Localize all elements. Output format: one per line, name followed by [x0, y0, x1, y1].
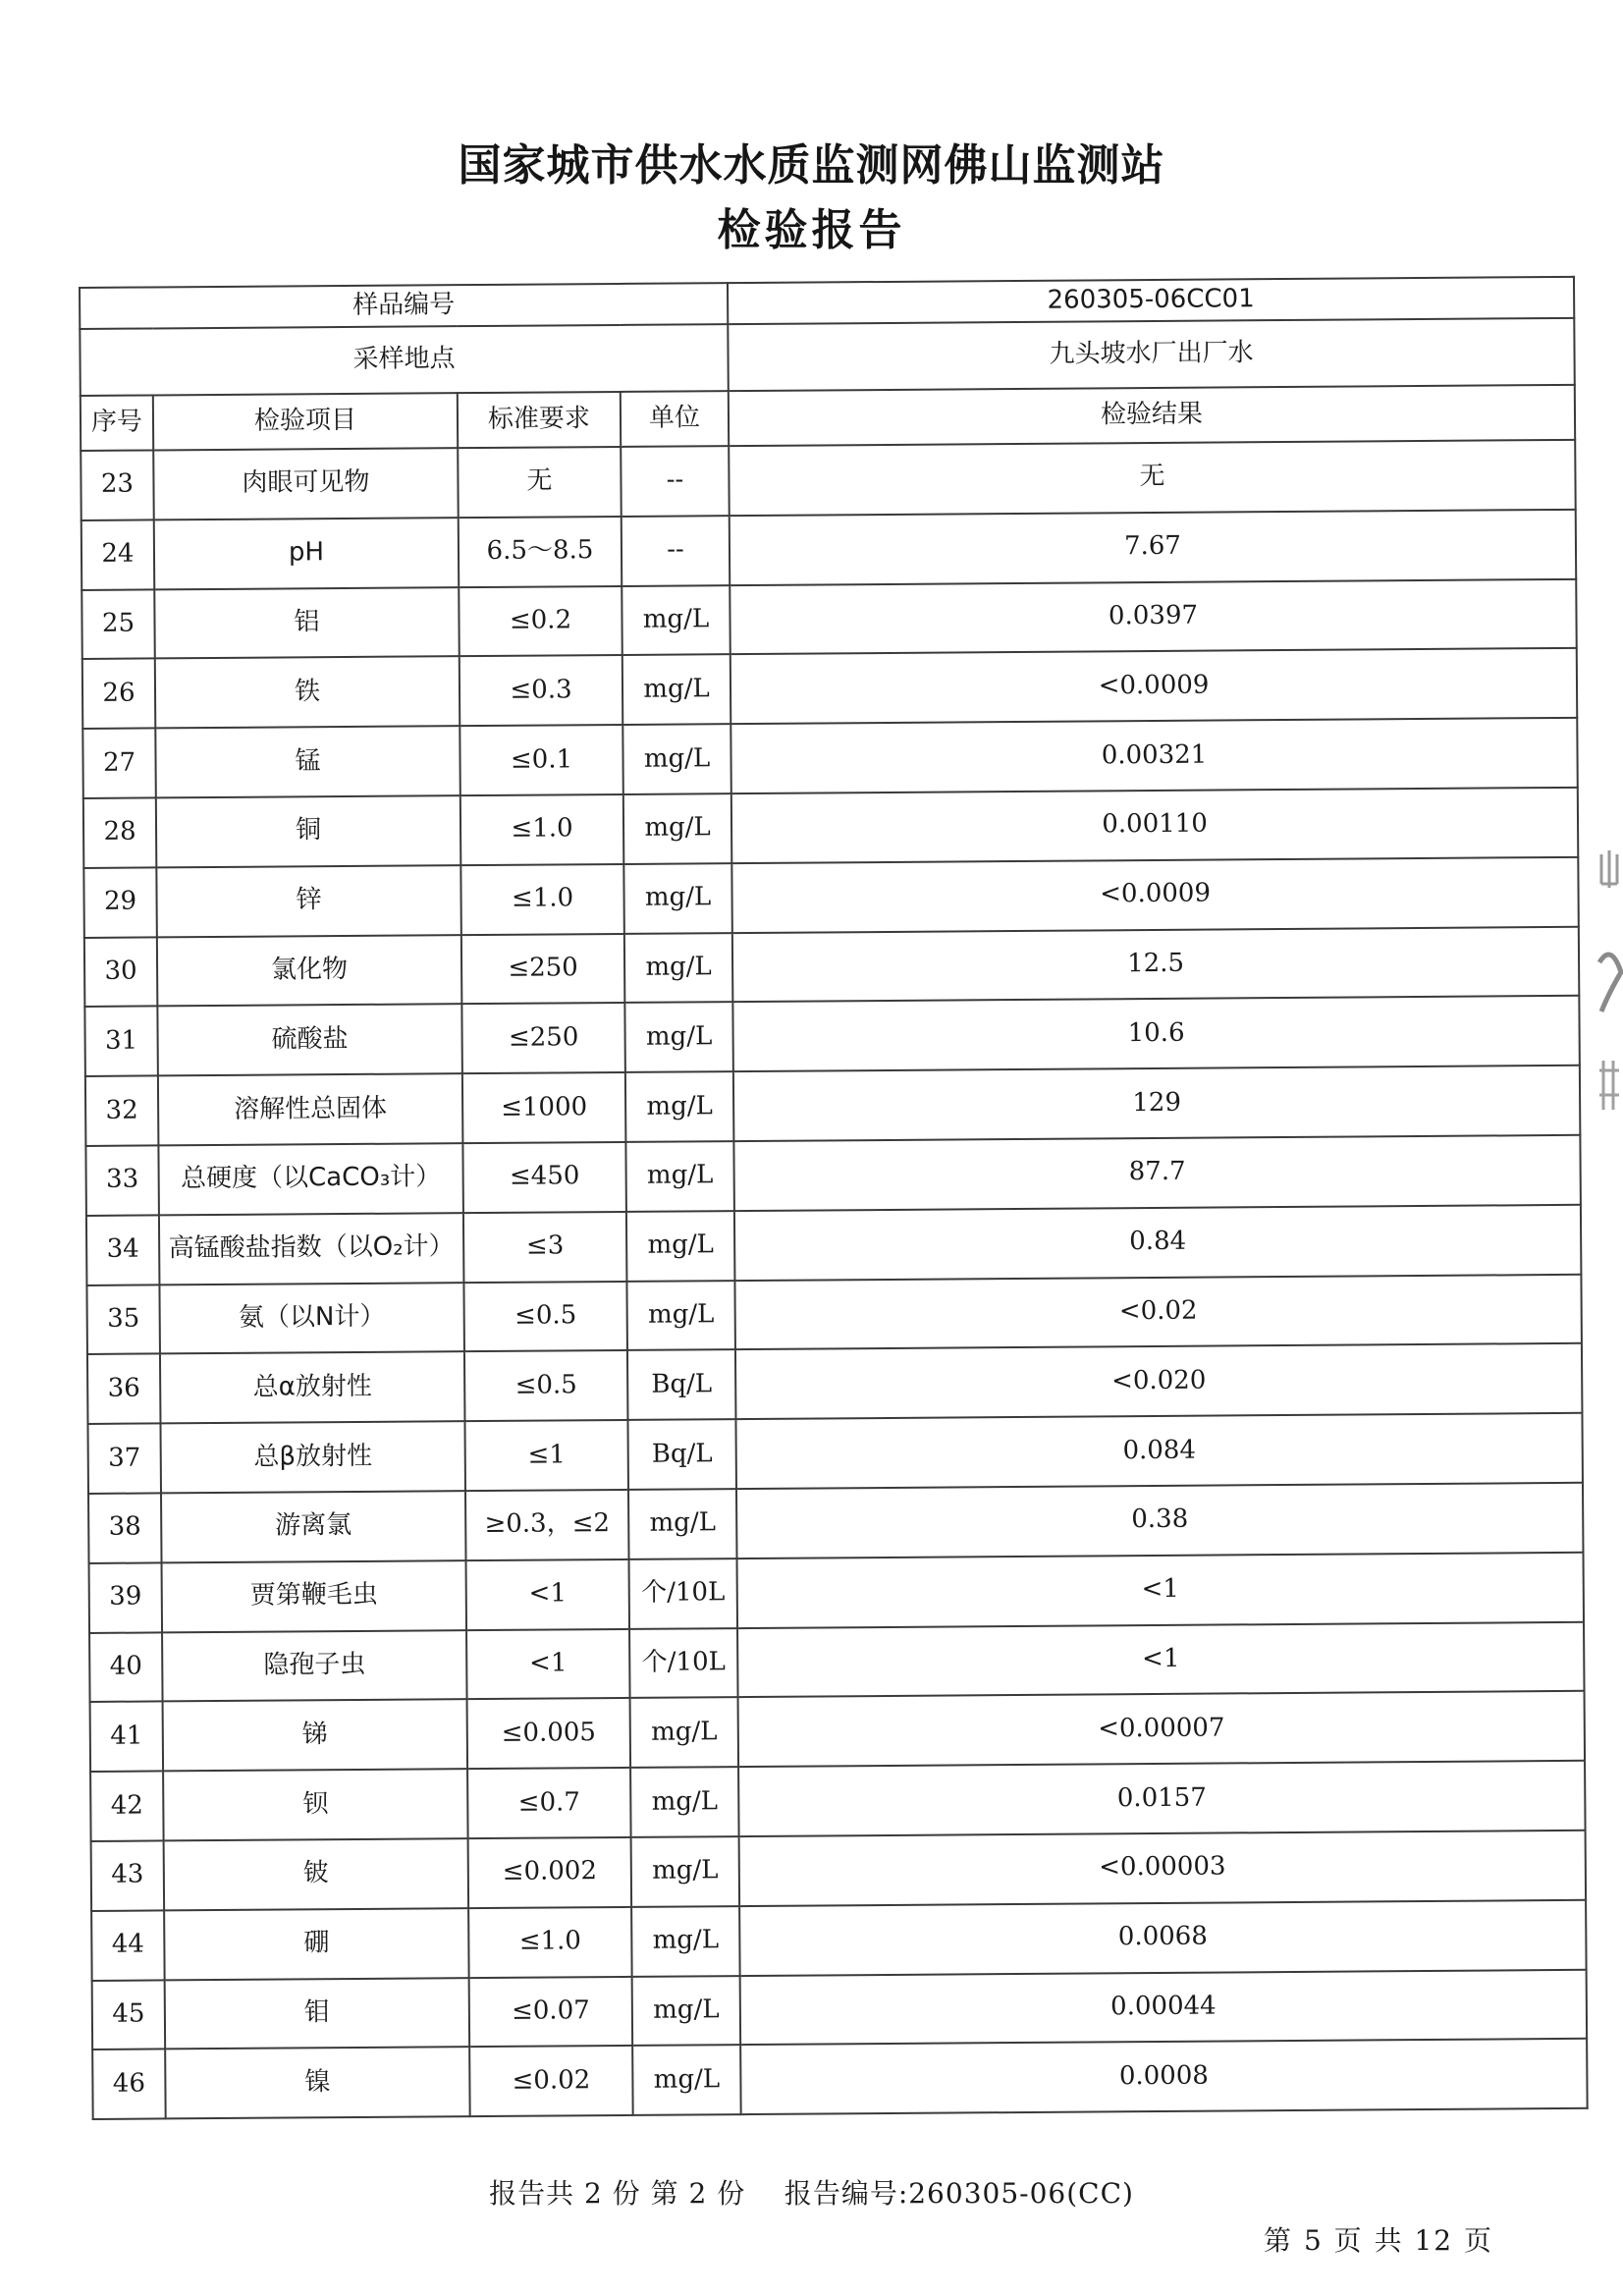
table-row — [89, 1553, 1584, 1633]
row-standard-cell: ≤0.07 — [469, 1976, 633, 2047]
row-unit-cell: mg/L — [622, 655, 731, 726]
row-index-cell: 25 — [81, 589, 155, 659]
row-unit-cell: mg/L — [623, 793, 732, 864]
row-unit-cell: mg/L — [632, 1976, 741, 2047]
row-index-cell: 46 — [92, 2050, 166, 2119]
row-standard-cell: ≤1.0 — [460, 794, 624, 865]
row-standard-cell: 6.5～8.5 — [459, 517, 622, 587]
row-standard-cell: 无 — [458, 447, 622, 518]
row-index-cell: 45 — [92, 1980, 166, 2050]
row-result-cell: 0.0157 — [738, 1761, 1585, 1836]
table-row — [83, 857, 1578, 938]
row-item-cell: 锑 — [163, 1699, 468, 1771]
row-index-cell: 35 — [86, 1285, 160, 1354]
row-unit-cell: mg/L — [630, 1767, 739, 1837]
sample-location-row — [80, 318, 1574, 396]
row-standard-cell: ≤0.005 — [467, 1698, 631, 1769]
sample-location-label: 采样地点 — [80, 324, 728, 396]
row-unit-cell: mg/L — [626, 1211, 735, 1282]
row-item-cell: 铝 — [154, 587, 460, 659]
row-result-cell: <0.020 — [735, 1343, 1582, 1419]
row-unit-cell: -- — [622, 516, 730, 586]
row-standard-cell: ≤0.5 — [464, 1350, 628, 1421]
row-index-cell: 30 — [84, 937, 158, 1007]
table-row — [81, 440, 1575, 520]
row-standard-cell: ≤0.7 — [467, 1768, 631, 1838]
table-row — [86, 1205, 1581, 1285]
row-index-cell: 38 — [88, 1493, 162, 1562]
row-standard-cell: ≤3 — [463, 1212, 627, 1283]
row-result-cell: <0.0009 — [731, 857, 1578, 933]
row-unit-cell: mg/L — [631, 1836, 740, 1907]
row-standard-cell: ≥0.3，≤2 — [465, 1490, 629, 1560]
row-unit-cell: 个/10L — [629, 1628, 738, 1699]
col-header-item: 检验项目 — [153, 393, 458, 450]
row-result-cell: 0.0397 — [730, 578, 1576, 654]
row-result-cell: 无 — [729, 440, 1575, 516]
row-item-cell: 肉眼可见物 — [153, 448, 459, 519]
row-standard-cell: ≤250 — [461, 934, 625, 1005]
row-unit-cell: mg/L — [632, 2045, 741, 2115]
row-result-cell: 0.0068 — [739, 1900, 1586, 1976]
row-standard-cell: ≤450 — [462, 1142, 626, 1213]
row-result-cell: 0.38 — [736, 1483, 1583, 1558]
row-unit-cell: mg/L — [622, 724, 731, 794]
row-index-cell: 37 — [87, 1424, 161, 1494]
table-row — [82, 718, 1577, 798]
row-index-cell: 40 — [89, 1632, 163, 1702]
row-standard-cell: <1 — [466, 1559, 630, 1630]
row-index-cell: 34 — [86, 1215, 160, 1285]
row-item-cell: 硫酸盐 — [157, 1005, 462, 1076]
copies-info: 报告共 2 份 第 2 份 — [489, 2177, 746, 2210]
report-org-title: 国家城市供水水质监测网佛山监测站 — [458, 140, 1165, 191]
table-row — [84, 996, 1579, 1076]
row-item-cell: 总硬度（以CaCO₃计） — [158, 1143, 463, 1215]
row-unit-cell: mg/L — [625, 1141, 734, 1212]
row-result-cell: 0.084 — [735, 1413, 1582, 1489]
table-row — [81, 510, 1576, 590]
table-row — [83, 788, 1578, 868]
row-index-cell: 44 — [91, 1910, 165, 1980]
row-unit-cell: 个/10L — [629, 1558, 738, 1629]
row-result-cell: <0.0009 — [730, 648, 1577, 724]
table-row — [89, 1621, 1584, 1702]
row-item-cell: 隐孢子虫 — [162, 1630, 467, 1702]
table-row — [90, 1691, 1585, 1772]
row-unit-cell: mg/L — [631, 1906, 740, 1977]
row-item-cell: 游离氯 — [161, 1491, 466, 1562]
row-index-cell: 27 — [82, 729, 156, 798]
row-index-cell: 33 — [85, 1145, 159, 1215]
row-item-cell: 贾第鞭毛虫 — [162, 1560, 467, 1632]
row-result-cell: 12.5 — [732, 926, 1579, 1002]
report-footer — [0, 2172, 1623, 2212]
table-row — [91, 1900, 1586, 1981]
table-row — [82, 648, 1577, 729]
row-result-cell: <1 — [737, 1621, 1584, 1697]
row-standard-cell: ≤250 — [461, 1003, 625, 1073]
table-row — [85, 1135, 1580, 1216]
row-result-cell: 10.6 — [732, 996, 1579, 1071]
col-header-standard: 标准要求 — [458, 392, 621, 448]
row-standard-cell: ≤0.02 — [469, 2046, 633, 2116]
report-number: 报告编号:260305-06(CC) — [784, 2177, 1134, 2210]
row-index-cell: 28 — [83, 797, 157, 867]
row-unit-cell: Bq/L — [627, 1349, 736, 1420]
row-item-cell: 锌 — [156, 865, 461, 937]
row-index-cell: 43 — [91, 1840, 165, 1910]
row-standard-cell: ≤0.5 — [463, 1281, 627, 1351]
row-result-cell: <0.02 — [734, 1274, 1581, 1349]
row-result-cell: 0.00110 — [731, 788, 1578, 863]
row-unit-cell: mg/L — [626, 1281, 735, 1351]
row-standard-cell: ≤1000 — [462, 1072, 626, 1143]
table-row — [88, 1483, 1583, 1563]
row-index-cell: 36 — [87, 1354, 161, 1424]
col-header-result: 检验结果 — [729, 385, 1575, 446]
row-result-cell: 0.00321 — [730, 718, 1577, 793]
row-unit-cell: Bq/L — [627, 1419, 736, 1490]
row-item-cell: 钡 — [163, 1769, 468, 1840]
table-row — [92, 1969, 1587, 2050]
row-index-cell: 39 — [89, 1562, 163, 1632]
row-item-cell: 镍 — [165, 2047, 470, 2118]
row-item-cell: pH — [154, 518, 460, 589]
row-result-cell: 129 — [733, 1066, 1580, 1141]
row-result-cell: <1 — [737, 1553, 1584, 1628]
page-number: 第 5 页 共 12 页 — [1264, 2224, 1493, 2257]
row-standard-cell: ≤1.0 — [460, 864, 624, 935]
row-item-cell: 氯化物 — [157, 935, 462, 1007]
row-standard-cell: ≤0.1 — [460, 725, 623, 795]
row-result-cell: 0.0008 — [740, 2039, 1587, 2114]
row-item-cell: 锰 — [155, 726, 460, 797]
row-standard-cell: ≤1.0 — [468, 1907, 632, 1978]
table-row — [87, 1343, 1582, 1424]
table-row — [86, 1274, 1581, 1354]
row-unit-cell: -- — [621, 446, 730, 517]
row-item-cell: 溶解性总固体 — [158, 1073, 463, 1145]
row-index-cell: 29 — [83, 867, 157, 937]
row-item-cell: 铁 — [155, 657, 460, 729]
row-index-cell: 41 — [90, 1702, 164, 1772]
sample-number-value: 260305-06CC01 — [728, 277, 1574, 324]
row-item-cell: 铍 — [164, 1838, 469, 1910]
row-item-cell: 钼 — [165, 1978, 470, 2050]
row-standard-cell: ≤1 — [464, 1420, 628, 1491]
row-unit-cell: mg/L — [624, 933, 733, 1004]
row-standard-cell: ≤0.3 — [460, 655, 623, 726]
row-unit-cell: mg/L — [622, 585, 730, 656]
row-result-cell: <0.00007 — [738, 1691, 1585, 1767]
col-header-unit: 单位 — [621, 391, 729, 447]
row-item-cell: 硼 — [164, 1908, 469, 1980]
sample-location-value: 九头坡水厂出厂水 — [728, 318, 1574, 391]
report-title: 检验报告 — [717, 205, 906, 255]
row-index-cell: 23 — [81, 450, 154, 519]
row-item-cell: 铜 — [156, 795, 461, 867]
row-standard-cell: <1 — [466, 1628, 630, 1699]
table-row — [84, 926, 1579, 1007]
row-result-cell: 0.00044 — [740, 1969, 1587, 2045]
row-item-cell: 氨（以N计） — [159, 1283, 464, 1354]
inspection-table — [79, 276, 1589, 2120]
row-unit-cell: mg/L — [623, 863, 732, 934]
col-header-index: 序号 — [81, 395, 153, 451]
row-index-cell: 31 — [84, 1007, 158, 1076]
row-unit-cell: mg/L — [630, 1697, 739, 1768]
row-index-cell: 42 — [90, 1772, 164, 1841]
row-item-cell: 高锰酸盐指数（以O₂计） — [159, 1213, 464, 1285]
row-standard-cell: ≤0.002 — [468, 1837, 632, 1908]
row-unit-cell: mg/L — [625, 1071, 734, 1142]
row-result-cell: <0.00003 — [739, 1831, 1586, 1906]
table-row — [91, 1831, 1586, 1911]
row-result-cell: 87.7 — [733, 1135, 1580, 1211]
row-standard-cell: ≤0.2 — [459, 586, 622, 657]
row-item-cell: 总α放射性 — [160, 1352, 465, 1424]
sample-number-label: 样品编号 — [80, 283, 728, 329]
table-row — [92, 2039, 1587, 2119]
table-row — [81, 578, 1576, 659]
row-unit-cell: mg/L — [624, 1003, 733, 1073]
row-result-cell: 7.67 — [730, 510, 1576, 585]
table-row — [87, 1413, 1582, 1494]
row-index-cell: 26 — [82, 659, 156, 729]
row-index-cell: 24 — [81, 519, 155, 589]
table-row — [85, 1066, 1580, 1146]
row-index-cell: 32 — [85, 1076, 159, 1146]
table-row — [90, 1761, 1585, 1841]
row-result-cell: 0.84 — [734, 1205, 1581, 1281]
row-unit-cell: mg/L — [628, 1489, 737, 1559]
row-item-cell: 总β放射性 — [160, 1421, 465, 1493]
seal-fragment-icon — [1596, 845, 1623, 1139]
